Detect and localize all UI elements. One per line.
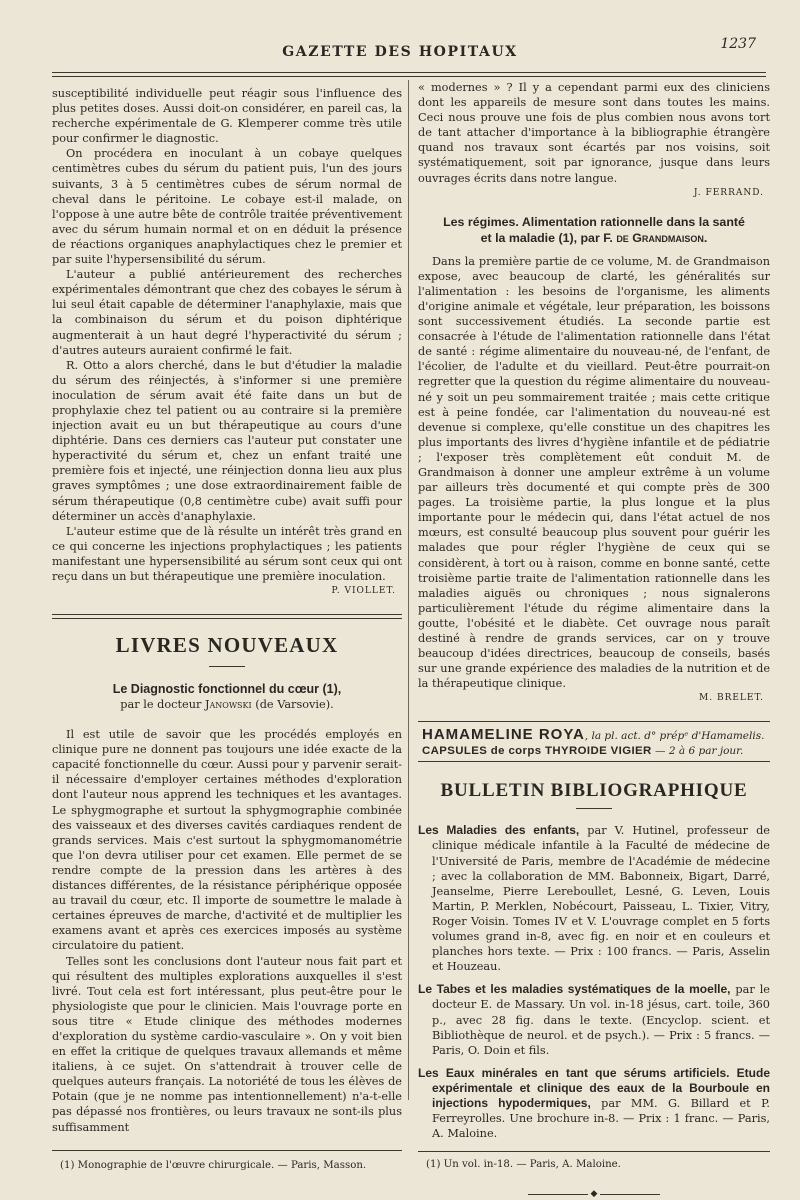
column-divider (408, 80, 409, 1100)
entry-text: par V. Hutinel, professeur de clinique médicale infantile à la Faculté de médecine de l'Université de Paris, membre de l'Académie de médecine ; avec la collaboration de MM. Babonneix, Bigart, Darré, Jeanselme, Pierre Lereboullet, Lesné, G. Leven, Louis Martin, P. Merklen, Nobécourt, Paisseau, L. Tixier, Vitry, Roger Voisin. Tomes IV et V. L'ouvrage complet en 5 forts volumes grand in-8, avec fig. en noir et en couleurs et planches hors texte. — Prix : 100 francs. — Paris, Asselin et Houzeau. (432, 824, 770, 974)
footnote-rule (52, 1150, 402, 1151)
advertisement-box (418, 721, 770, 762)
entry-title: Les Maladies des enfants, (418, 823, 580, 838)
end-ornament: ◆ (418, 1189, 770, 1200)
book-author-line (52, 697, 402, 713)
bibliography-entry (418, 823, 770, 974)
footnote-rule (418, 1151, 770, 1152)
book-author: Janowski (204, 698, 252, 712)
advertisement-capsules: CAPSULES de corps THYROIDE VIGIER — 2 à 6 par jour. (422, 745, 744, 758)
author-signature: P. VIOLLET. (331, 586, 396, 597)
paragraph: susceptibilité individuelle peut réagir sous l'influence des plus petites doses. Aussi doit-on considérer, en pareil cas, la recherche expérimentale de G. Klemperer comme très utile pour confirmer le diagnostic. (52, 87, 402, 146)
paragraph: L'auteur a publié antérieurement des recherches expérimentales démontrant que chez des cobayes le sérum à lui seul était capable de déterminer l'anaphylaxie, mais que la combinaison du sérum et du poison diphtérique augmenterait à un haut degré l'hyperactivité du sérum ; d'autres auteurs auraient confirmé le fait. (52, 268, 402, 357)
book-heading (52, 681, 402, 713)
author-signature: J. FERRAND. (693, 187, 764, 198)
paragraph: On procédera en inoculant à un cobaye quelques centimètres cubes du sérum du patient puis, l'un des jours suivants, 3 à 5 centimètres cubes de sérum normal de cheval dans le péritoine. Le cobaye est-il malade, on l'oppose à une autre bête de contrôle traitée préventivement avec du sérum humain normal et on en déduit la présence de réactions organiques anaphylactiques chez le premier et par suite l'hypersensibilité du sérum. (52, 147, 402, 267)
bulletin-title: BULLETIN BIBLIOGRAPHIQUE (440, 780, 748, 802)
page-number: 1237 (720, 36, 756, 52)
entry-title: Le Tabes et les maladies systématiques de la moelle, (418, 982, 731, 997)
entry-title: Les Eaux minérales en tant que sérums artificiels. Etude expérimentale et clinique des eaux de la Bourboule en injections hypodermiques, (418, 1065, 770, 1110)
review-author: de Grandmaison. (616, 230, 708, 245)
book-author-suffix: (de Varsovie). (255, 698, 334, 712)
divider (576, 808, 612, 809)
right-column (418, 80, 770, 1200)
section-rule (52, 614, 402, 619)
book-title: Le Diagnostic fonctionnel du cœur (1), (112, 682, 342, 697)
paragraph: Il est utile de savoir que les procédés employés en clinique pure ne donnent pas toujours une idée exacte de la capacité fonctionnelle du cœur. Aussi pour y parvenir serait-il nécessaire d'employer certaines méthodes d'exploration dont l'auteur nous apprend les techniques et les avantages. Le sphygmographe et surtout la sphygmographie combinée des vaisseaux et des diverses cavités cardiaques rendent de grands services. Mais c'est surtout la sphygmomanométrie que l'on devra utiliser pour cet examen. Elle permet de se rendre compte de la pression dans les artères à des distances différentes, de la résistance périphérique opposée au travail du cœur, etc. Il importe de soumettre le malade à certaines épreuves de marche, d'activité et de multiplier les examens avant et après ces exercices imposés au système circulatoire du patient. (52, 728, 402, 953)
paragraph: L'auteur estime que de là résulte un intérêt très grand en ce qui concerne les injections prophylactiques ; les patients manifestant une hypersensibilité au sérum sont ceux qui ont reçu dans un but thérapeutique une première inoculation. (52, 524, 402, 583)
paragraph: « modernes » ? Il y a cependant parmi eux des cliniciens dont les appareils de mesure sont dans toutes les mains. Ceci nous prouve une fois de plus combien nous avons tort de tant attacher d'importance à la bibliographie étrangère quand nos travaux sont écartés par nos voisins, soit systématiquement, soit par ignorance, jusque dans leurs ouvrages écrits dans notre langue. (418, 81, 770, 185)
running-head: GAZETTE DES HOPITAUX (282, 44, 518, 60)
section-title: LIVRES NOUVEAUX (115, 633, 339, 658)
footnote: (1) Un vol. in-18. — Paris, A. Maloine. (426, 1159, 621, 1171)
paragraph: R. Otto a alors cherché, dans le but d'étudier la maladie du sérum des réinjectés, à s'informer si une première inoculation de sérum avait été faite dans un but de prophylaxie chez tel patient ou au contraire si la première injection avait eu un but thérapeutique au cours d'une diphtérie. Dans ces derniers cas l'auteur put constater une hyperactivité du sérum et, chez un enfant traité une première fois et injecté, une réinjection donna lieu aux plus graves symptômes ; une dose extraordinairement faible de sérum thérapeutique (0,8 centimètre cube) avait suffi pour déterminer un accès d'anaphylaxie. (52, 358, 402, 523)
review-title-line: et la maladie (1), par F. de Grandmaison. (480, 230, 708, 245)
advertisement-hamameline: HAMAMELINE ROYA, la pl. act. d° prépᵉ d'Hamamelis. (422, 726, 765, 744)
bibliography-entry (418, 1066, 770, 1141)
book-author-prefix: par le docteur (120, 698, 202, 712)
review-title-line: Les régimes. Alimentation rationnelle dans la santé (443, 214, 745, 229)
divider (209, 666, 245, 667)
left-column (52, 86, 402, 1135)
header-rule-thin (52, 76, 766, 77)
paragraph: Telles sont les conclusions dont l'auteur nous fait part et qui résultent des multiples explorations auxquelles il s'est livré. Tout cela est fort intéressant, plus peut-être pour le physiologiste que pour le clinicien. Mais l'ouvrage porte en sous titre « Etude clinique des méthodes modernes d'exploration du système cardio-vasculaire ». On y voit bien en effet la critique de quelques travaux allemands et même italiens, à ce sujet. On s'attendrait à trouver celle de quelques auteurs français. La notoriété de tous les élèves de Potain (que je ne nomme pas intentionnellement) n'a-t-elle pas dépassé nos frontières, ou leurs travaux ne sont-ils plus suffisamment (52, 954, 402, 1134)
review-title (418, 214, 770, 246)
bibliography-entry (418, 982, 770, 1057)
entry-text: par MM. G. Billard et P. Ferreyrolles. Une brochure in-8. — Prix : 1 franc. — Paris, A. Maloine. (432, 1096, 770, 1141)
paragraph: Dans la première partie de ce volume, M. de Grandmaison expose, avec beaucoup de clarté, les généralités sur l'alimentation : les besoins de l'organisme, les aliments d'origine animale et végétale, leur préparation, les boissons sont successivement étudiés. La seconde partie est consacrée à l'étude de l'alimentation rationnelle dans l'état de santé : régime alimentaire du nouveau-né, de l'enfant, de l'écolier, de l'adulte et du vieillard. Peut-être pourrait-on regretter que la question du régime alimentaire du nouveau-né y soit un peu sommairement traitée ; mais cette critique est à peine fondée, car l'alimentation du nouveau-né est devenue si complexe, qu'elle constitue un des chapitres les plus importants des livres d'hygiène infantile et de pédiatrie ; l'exposer très complètement eût conduit M. de Grandmaison à donner une ampleur extrême à un volume par ailleurs très documenté et qui compte près de 300 pages. La troisième partie, la plus longue et la plus importante pour le médecin qui, dans l'état actuel de nos mœurs, est consulté beaucoup plus souvent pour guérir les malades que pour régler l'hygiène de ceux qui se considèrent, à tort ou à raison, comme en bonne santé, cette troisième partie traite de l'alimentation rationnelle dans les maladies aiguës ou chroniques ; nous signalerons particulièrement l'étude du régime alimentaire dans la goutte, l'obésité et le diabète. Cet ouvrage nous paraît destiné à rendre de grands services, car on y trouve beaucoup d'idées directrices, beaucoup de conseils, basés sur une grande expérience des maladies de la nutrition et de la thérapeutique clinique. (418, 254, 770, 691)
footnote: (1) Monographie de l'œuvre chirurgicale. — Paris, Masson. (60, 1160, 367, 1171)
author-signature: M. BRELET. (699, 693, 764, 704)
header-rule (52, 72, 766, 73)
entry-text: par le docteur E. de Massary. Un vol. in-18 jésus, cart. toile, 360 p., avec 28 fig. dans le texte. (Encyclop. scient. et Bibliothèque de neurol. et de psych.). — Prix : 5 francs. — Paris, O. Doin et fils. (432, 983, 770, 1057)
left-footnote-block (52, 1150, 402, 1172)
